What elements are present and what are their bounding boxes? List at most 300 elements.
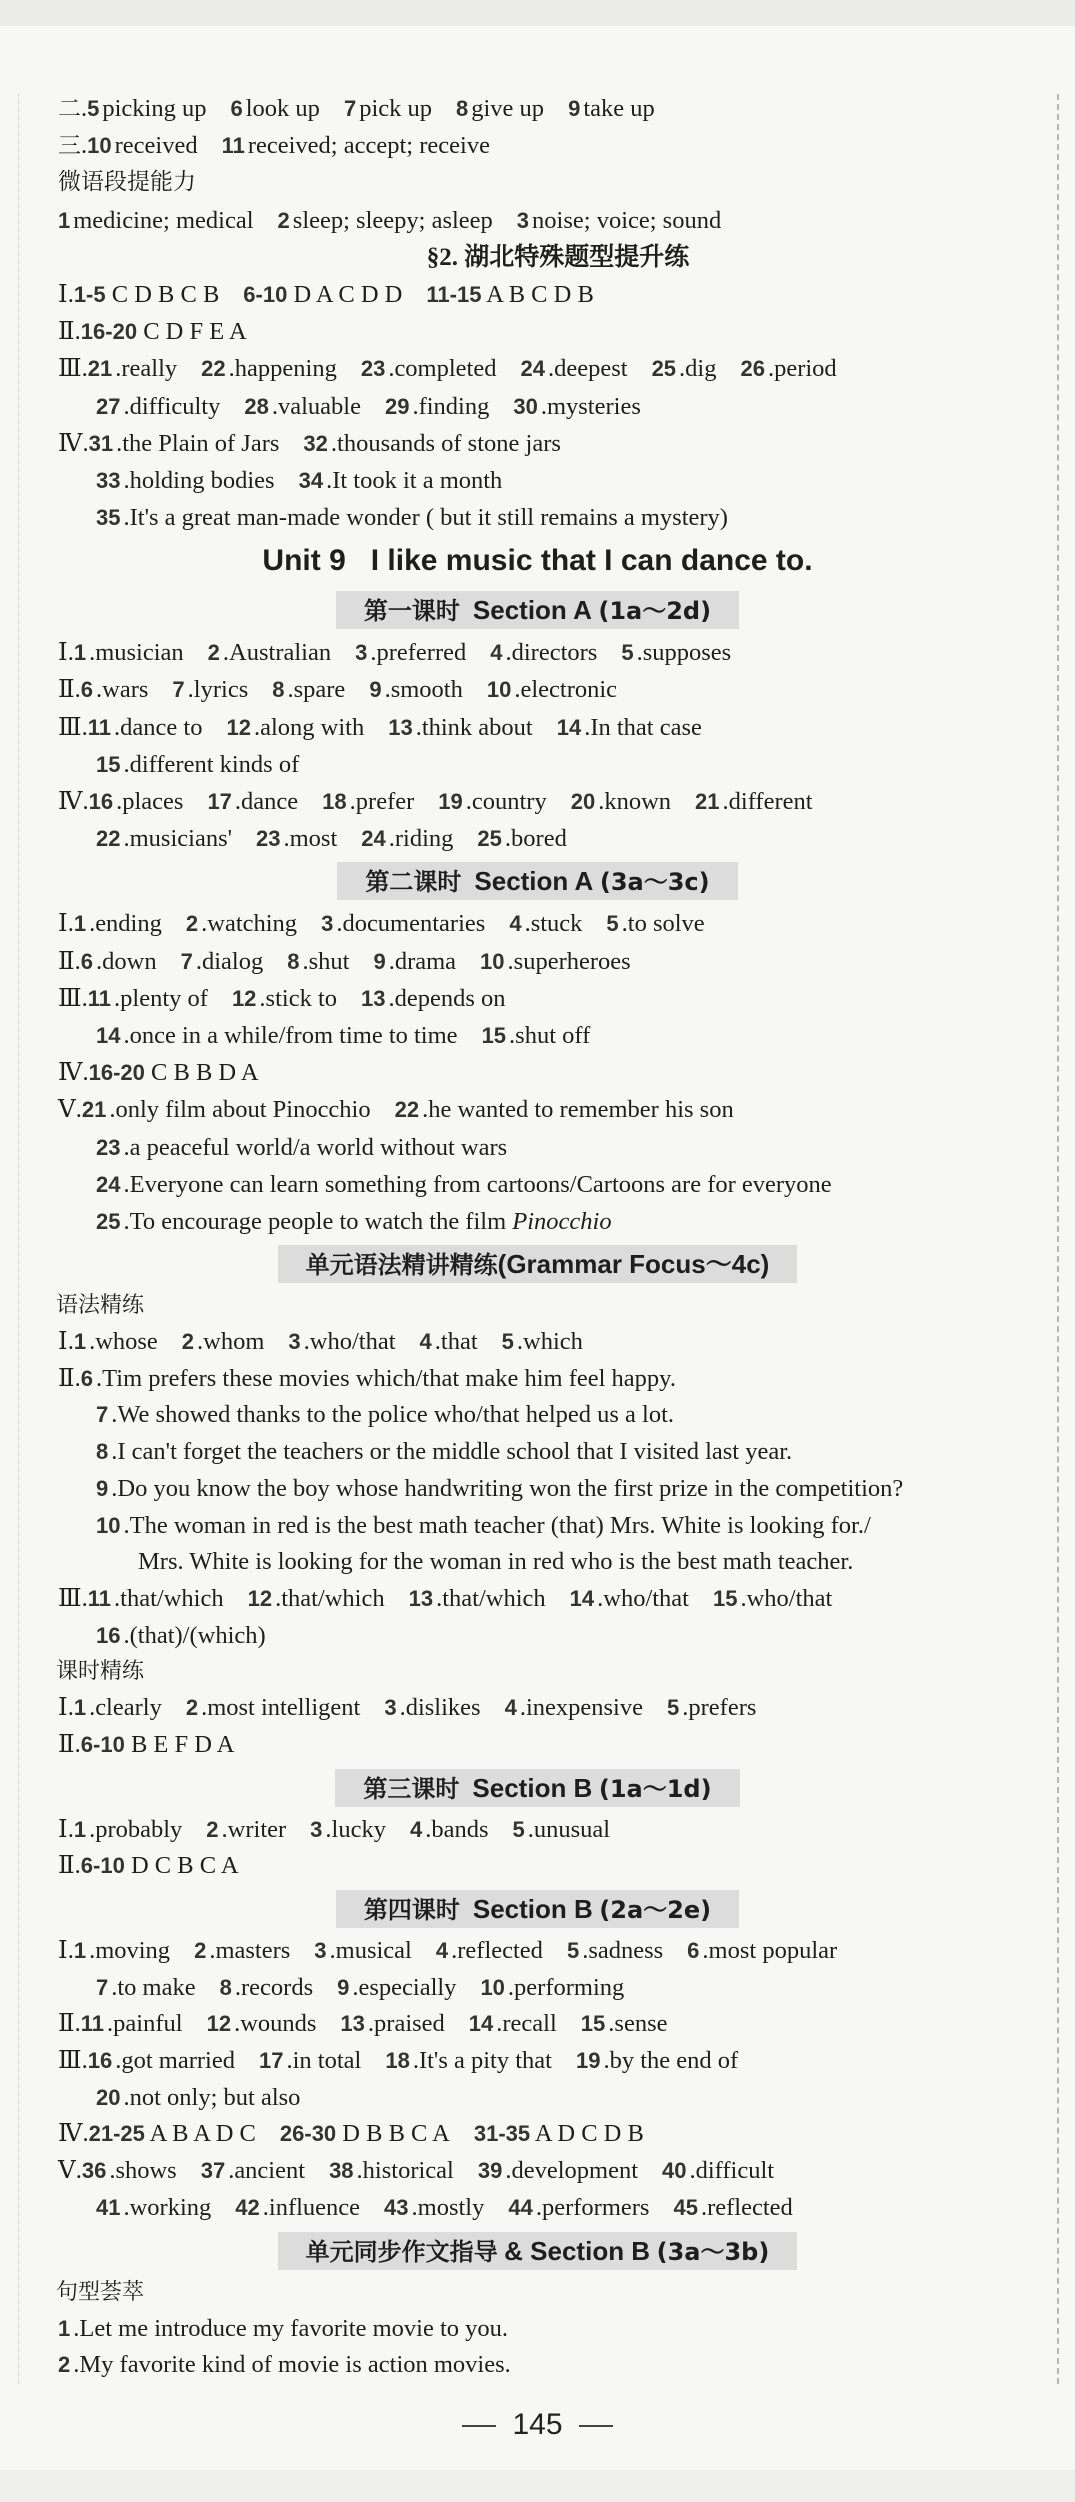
item-number: 28 (244, 393, 269, 419)
part-label: Ⅱ (58, 1730, 75, 1758)
band-range: (2a～2e) (599, 1896, 712, 1924)
answer-text: influence (268, 2193, 361, 2221)
item-number: 1 (73, 1695, 87, 1721)
answer-text: to make (117, 1973, 196, 2001)
band-cn: 第一课时 (363, 597, 460, 626)
answer-line: 14 .once in a while/from time to time 15 .shut off (96, 1021, 591, 1049)
lesson4-heading (0, 1887, 1075, 1931)
answer-text: spare (293, 676, 346, 704)
answer-text: picking up (102, 95, 207, 122)
answer-text: A D C D B (534, 2120, 644, 2148)
answer-text: think about (421, 713, 533, 741)
part-label: Ⅰ (58, 639, 68, 667)
answer-text: development (511, 2157, 638, 2185)
answer-line: 25 .To encourage people to watch the film Pinocchio (96, 1207, 612, 1235)
band-en: (Grammar Focus～4c) (497, 1249, 770, 1280)
part-label: Ⅰ (58, 280, 68, 308)
subheading-lesson-practice: 课时精练 (56, 1659, 145, 1685)
answer-line: 16 .(that)/(which) (96, 1621, 266, 1649)
item-number: 5 (87, 96, 100, 121)
answer-text: received (114, 132, 198, 160)
answer-line: 15 .different kinds of (96, 750, 300, 778)
answer-line: Ⅰ.1 .ending 2 .watching 3 .documentaries 4 .stuck 5 .to solve (58, 910, 705, 938)
answer-line: Ⅳ.16 .places 17 .dance 18 .prefer 19 .country 20 .known 21 .different (58, 788, 813, 815)
item-number: 7 (96, 1974, 109, 2000)
answer-text: smooth (390, 676, 463, 704)
item-number: 42 (235, 2194, 260, 2220)
answer-text: to solve (627, 910, 705, 938)
item-number: 24 (520, 356, 545, 382)
item-number: 8 (272, 677, 285, 703)
answer-text: The woman in red is the best math teacher (that) Mrs. White is looking for./ (129, 1511, 871, 1539)
item-number: 2 (194, 1938, 207, 1963)
answer-line: Ⅲ.11 .plenty of 12 .stick to 13 .depends on (58, 984, 506, 1012)
item-number: 13 (340, 2011, 365, 2037)
answer-text: D A C D D (293, 280, 403, 308)
item-number: 4 (490, 640, 503, 666)
item-range: 16-20 (80, 319, 138, 345)
part-label: Ⅳ (58, 2120, 83, 2148)
answer-text: bored (511, 825, 567, 853)
answer-text: A B C D B (486, 280, 594, 308)
answer-line: Ⅰ.1 .probably 2 .writer 3 .lucky 4 .bands 5 .unusual (58, 1815, 611, 1843)
grammar-heading (0, 1242, 1075, 1286)
answer-text: riding (394, 825, 454, 853)
heading-band (336, 1890, 739, 1928)
page-number-text: 145 (512, 2408, 563, 2441)
answer-text: he wanted to remember his son (428, 1096, 734, 1124)
item-number: 3 (314, 1938, 327, 1963)
item-number: 6 (80, 948, 94, 974)
part-label: Ⅱ (58, 1852, 75, 1880)
item-number: 30 (513, 393, 538, 419)
heading-band (337, 862, 737, 900)
item-number: 8 (456, 96, 469, 121)
item-number: 45 (673, 2194, 698, 2220)
answer-line: 2 .My favorite kind of movie is action movies. (58, 2351, 511, 2379)
item-number: 4 (435, 1938, 449, 1963)
item-number: 6 (687, 1938, 700, 1963)
subheading-weiyu: 微语段提能力 (58, 169, 196, 196)
band-en: Section B (472, 1894, 593, 1924)
item-number: 2 (207, 640, 220, 666)
answer-text: places (122, 788, 184, 815)
item-range: 1-5 (73, 281, 106, 307)
item-number: 20 (96, 2084, 121, 2110)
answer-text: performing (514, 1973, 625, 2001)
answer-line: Ⅱ.6 .Tim prefers these movies which/that make him feel happy. (58, 1364, 676, 1392)
item-range: 11-15 (426, 281, 482, 307)
item-number: 21 (81, 1097, 107, 1123)
part-label: 二 (58, 96, 81, 122)
item-number: 14 (96, 1022, 121, 1048)
part-label: Ⅳ (58, 788, 83, 815)
answer-line: 24 .Everyone can learn something from cartoons/Cartoons are for everyone (96, 1170, 832, 1198)
part-label: Ⅰ (58, 1328, 68, 1356)
item-number: 3 (288, 1329, 301, 1355)
writing-heading (0, 2229, 1075, 2273)
answer-text: Australian (229, 639, 332, 667)
answer-line: Ⅲ.16 .got married 17 .in total 18 .It's a pity that 19 .by the end of (58, 2047, 739, 2075)
item-number: 41 (96, 2194, 121, 2220)
answer-text: by the end of (609, 2047, 739, 2075)
answer-text: My favorite kind of movie is action movies. (79, 2351, 511, 2379)
answer-text: that/which (442, 1584, 546, 1612)
heading-band (336, 591, 739, 629)
part-label: Ⅲ (58, 2047, 82, 2075)
item-number: 8 (287, 948, 300, 974)
answer-text: musical (335, 1937, 412, 1964)
item-number: 23 (96, 1134, 121, 1160)
answer-text: in total (292, 2047, 362, 2075)
answer-text: dislikes (405, 1694, 481, 1722)
answer-text: received; accept; receive (247, 132, 490, 160)
answer-text: who/that (746, 1584, 833, 1612)
answer-text: lyrics (193, 676, 249, 704)
item-number: 12 (206, 2011, 232, 2037)
answer-text: plenty of (120, 984, 208, 1012)
answer-text: B E F D A (130, 1730, 235, 1758)
answer-text: look up (245, 95, 320, 122)
item-number: 4 (409, 1816, 423, 1842)
answer-text: unusual (533, 1815, 611, 1843)
answer-text: moving (95, 1937, 171, 1964)
item-number: 34 (298, 467, 324, 493)
answer-text: superheroes (513, 947, 631, 975)
answer-text: shows (115, 2157, 177, 2185)
band-cn: 单元语法精讲精练 (305, 1251, 498, 1280)
subheading-grammar-practice: 语法精练 (56, 1293, 145, 1319)
answer-text: along with (260, 713, 365, 741)
item-number: 13 (408, 1585, 434, 1611)
answer-text: historical (362, 2157, 454, 2185)
answer-text: country (471, 788, 547, 815)
answer-text: It's a great man-made wonder ( but it still remains a mystery) (129, 504, 728, 532)
answer-line: Ⅱ.6-10 D C B C A (58, 1852, 239, 1880)
item-number: 3 (355, 640, 368, 666)
answer-text: Tim prefers these movies which/that make him feel happy. (102, 1364, 676, 1392)
answer-text: only film about Pinocchio (115, 1096, 371, 1124)
answer-text: inexpensive (525, 1694, 643, 1722)
answer-text: take up (583, 95, 655, 122)
answer-text: noise; voice; sound (532, 206, 722, 234)
answer-text: who/that (309, 1328, 396, 1356)
item-number: 2 (206, 1816, 219, 1842)
item-number: 23 (360, 356, 386, 382)
item-range: 16-20 (88, 1060, 145, 1086)
item-number: 9 (96, 1475, 109, 1501)
answer-text: working (129, 2193, 212, 2221)
answer-text: Do you know the boy whose handwriting won the first prize in the competition? (117, 1474, 904, 1502)
item-number: 1 (73, 1329, 87, 1355)
item-number: 4 (509, 911, 522, 937)
answer-text: We showed thanks to the police who/that helped us a lot. (117, 1401, 675, 1429)
item-number: 4 (504, 1695, 517, 1721)
item-number: 14 (556, 714, 582, 740)
item-number: 6 (80, 1365, 94, 1391)
answer-text: drama (394, 947, 457, 975)
item-number: 4 (419, 1329, 432, 1355)
item-number: 5 (501, 1329, 514, 1355)
item-number: 38 (329, 2158, 354, 2184)
item-number: 10 (486, 677, 512, 703)
item-number: 14 (569, 1585, 595, 1611)
answer-text: who/that (603, 1584, 689, 1612)
lesson3-heading (0, 1766, 1075, 1810)
part-label: Ⅰ (58, 1815, 68, 1843)
answer-text: D C B C A (130, 1852, 239, 1880)
answer-text: that/which (281, 1584, 385, 1612)
item-number: 7 (172, 677, 185, 703)
item-number: 9 (373, 948, 386, 974)
item-number: 1 (73, 1938, 87, 1963)
answer-text: down (102, 947, 157, 975)
answer-text: whose (95, 1328, 158, 1356)
item-number: 11 (221, 133, 245, 159)
answer-text: C D B C B (111, 280, 220, 308)
answer-line: 20 .not only; but also (96, 2083, 301, 2111)
answer-text: especially (358, 1973, 457, 2001)
answer-text: dig (685, 355, 717, 383)
answer-text: deepest (554, 355, 628, 383)
answer-text: that (440, 1328, 478, 1356)
item-number: 1 (58, 207, 71, 233)
bottom-shade (0, 2470, 1075, 2502)
answer-text: documentaries (342, 910, 486, 938)
page-number (0, 2408, 1075, 2442)
part-label: Ⅱ (58, 318, 75, 346)
answer-line: Ⅱ.6 .down 7 .dialog 8 .shut 9 .drama 10 .superheroes (58, 947, 631, 975)
dash-right (579, 2425, 613, 2427)
part-label: Ⅰ (58, 1694, 68, 1722)
answer-line: 23 .a peaceful world/a world without wars (96, 1133, 508, 1161)
item-number: 13 (361, 985, 386, 1011)
band-en: Section A (472, 595, 592, 626)
part-label: Ⅲ (58, 984, 82, 1012)
part-label: Ⅲ (58, 1584, 82, 1612)
answer-text: prefers (688, 1694, 757, 1722)
band-cn: 第三课时 (363, 1774, 460, 1803)
answer-text: prefer (355, 788, 415, 815)
item-number: 15 (96, 751, 121, 777)
item-number: 18 (385, 2048, 410, 2074)
item-number: 11 (87, 714, 112, 740)
band-en: Section A (474, 866, 594, 897)
answer-text: (that)/(which) (129, 1621, 266, 1649)
item-number: 12 (247, 1585, 273, 1611)
item-number: 40 (662, 2158, 687, 2184)
answer-line: Ⅱ.16-20 C D F E A (58, 318, 247, 346)
lesson2-heading (0, 859, 1075, 903)
answer-text: painful (113, 2010, 183, 2038)
item-range: 6-10 (80, 1731, 125, 1757)
answer-text: not only; but also (129, 2083, 301, 2111)
item-range: 6-10 (80, 1853, 125, 1879)
answer-text: mysteries (546, 392, 641, 420)
answer-line: 1 .Let me introduce my favorite movie to you. (58, 2314, 509, 2342)
answer-text: difficult (695, 2157, 775, 2185)
answer-text: Let me introduce my favorite movie to you. (79, 2314, 509, 2342)
part-label: Ⅴ (58, 2157, 76, 2185)
answer-line: 33 .holding bodies 34 .It took it a month (96, 466, 503, 494)
answer-text: I can't forget the teachers or the middle school that I visited last year. (117, 1438, 793, 1466)
answer-text: masters (215, 1937, 291, 1964)
answer-text: dance to (120, 713, 203, 741)
answer-text: stuck (530, 910, 583, 938)
answer-text: really (121, 355, 178, 383)
answer-text: depends on (394, 984, 506, 1012)
item-number: 15 (713, 1585, 738, 1611)
item-number: 7 (343, 96, 357, 121)
answer-text: Mrs. White is looking for the woman in red who is the best math teacher. (138, 1548, 854, 1576)
part-label: Ⅴ (58, 1096, 76, 1124)
part-label: Ⅳ (58, 1059, 83, 1087)
answer-text: It's a pity that (418, 2047, 552, 2075)
unit-title: Unit 9 I like music that I can dance to. (262, 544, 813, 578)
item-number: 31 (88, 430, 114, 456)
answer-text: known (604, 788, 672, 815)
answer-line: Ⅳ.31 .the Plain of Jars 32 .thousands of stone jars (58, 429, 561, 457)
answer-line: 8 .I can't forget the teachers or the middle school that I visited last year. (96, 1438, 793, 1466)
item-number: 16 (87, 2048, 113, 2074)
dash-left (462, 2425, 496, 2427)
answer-text: different kinds of (129, 750, 300, 778)
part-label: Ⅱ (58, 947, 75, 975)
item-number: 2 (58, 2352, 71, 2378)
section-heading-hubei: §2. 湖北特殊题型提升练 (426, 243, 690, 271)
answer-text: most popular (708, 1937, 838, 1964)
item-number: 17 (259, 2048, 284, 2074)
answer-text: sense (614, 2010, 668, 2038)
item-number: 6 (80, 677, 94, 703)
part-label: Ⅱ (58, 1364, 75, 1392)
item-number: 7 (180, 948, 193, 974)
item-number: 44 (508, 2194, 533, 2220)
answer-text: difficulty (129, 392, 221, 420)
answer-text: writer (227, 1815, 287, 1843)
answer-text: got married (121, 2047, 235, 2075)
answer-text: a peaceful world/a world without wars (129, 1133, 508, 1161)
item-number: 7 (96, 1402, 109, 1428)
separator: . (81, 132, 88, 160)
answer-line: 9 .Do you know the boy whose handwriting won the first prize in the competition? (96, 1474, 904, 1502)
item-number: 17 (207, 789, 232, 814)
item-number: 29 (384, 393, 410, 419)
item-number: 27 (96, 393, 121, 419)
answer-text: preferred (376, 639, 467, 667)
item-number: 3 (321, 911, 334, 937)
answer-line: Ⅰ.1 .moving 2 .masters 3 .musical 4 .reflected 5 .sadness 6 .most popular (58, 1937, 838, 1964)
item-number: 22 (201, 356, 226, 382)
answer-line: 10 .The woman in red is the best math teacher (that) Mrs. White is looking for./ (96, 1511, 871, 1539)
answer-line (58, 202, 1058, 239)
answer-text: valuable (277, 392, 361, 420)
answer-text: D B B C A (342, 2120, 450, 2148)
answer-text: ending (95, 910, 162, 938)
answer-text: dance (241, 788, 299, 815)
item-number: 18 (322, 789, 347, 814)
answer-text: sleep; sleepy; asleep (292, 206, 493, 234)
answer-line: Ⅱ.6 .wars 7 .lyrics 8 .spare 9 .smooth 10 .electronic (58, 676, 618, 704)
item-number: 15 (580, 2011, 606, 2037)
answer-text: Everyone can learn something from cartoons/Cartoons are for everyone (129, 1170, 832, 1198)
answer-line: 27 .difficulty 28 .valuable 29 .finding 30 .mysteries (96, 392, 641, 420)
answer-text: In that case (590, 713, 702, 741)
answer-line: Ⅲ.21 .really 22 .happening 23 .completed 24 .deepest 25 .dig 26 .period (58, 355, 837, 383)
band-range: (3a～3b) (656, 2237, 770, 2266)
item-number: 25 (477, 826, 502, 852)
band-range: (1a～1d) (598, 1774, 712, 1803)
item-number: 2 (277, 207, 290, 233)
answer-line: 7 .We showed thanks to the police who/that helped us a lot. (96, 1401, 675, 1429)
answer-text: musician (95, 639, 184, 667)
item-number: 21 (695, 789, 720, 814)
answer-text: holding bodies (129, 466, 275, 494)
item-number: 2 (185, 1695, 199, 1721)
answer-text: C B B D A (151, 1059, 259, 1087)
answer-line: Ⅰ.1 .musician 2 .Australian 3 .preferred 4 .directors 5 .supposes (58, 639, 732, 667)
item-number: 5 (512, 1816, 525, 1842)
lesson1-heading (0, 588, 1075, 632)
heading-band (278, 1245, 798, 1283)
answer-text: reflected (707, 2193, 793, 2221)
item-number: 5 (606, 911, 619, 937)
item-number: 9 (568, 96, 581, 121)
item-number: 1 (73, 640, 87, 666)
item-number: 26 (740, 356, 765, 382)
content (58, 90, 1058, 2384)
item-number: 10 (96, 1512, 121, 1538)
part-label: 三 (58, 133, 81, 160)
answer-text: A B A D C (149, 2120, 256, 2148)
item-number: 2 (185, 911, 199, 937)
item-number: 25 (651, 356, 677, 382)
item-number: 11 (87, 985, 112, 1011)
answer-line: Ⅱ.6-10 B E F D A (58, 1730, 235, 1758)
item-number: 10 (480, 948, 505, 974)
answer-text: musicians' (129, 825, 233, 853)
answer-text: shut (308, 947, 350, 975)
item-number: 19 (575, 2048, 601, 2074)
item-number: 3 (516, 207, 530, 233)
answer-text: most intelligent (207, 1694, 361, 1722)
answer-line: Ⅰ.1 .whose 2 .whom 3 .who/that 4 .that 5 .which (58, 1328, 583, 1356)
item-number: 24 (96, 1171, 121, 1197)
item-number: 10 (480, 1974, 505, 2000)
answer-text: shut off (515, 1021, 591, 1049)
item-number: 8 (219, 1974, 232, 2000)
answer-text: C D F E A (143, 318, 247, 346)
answer-line: Ⅳ.16-20 C B B D A (58, 1059, 259, 1087)
heading-band (335, 1769, 739, 1807)
answer-text: mostly (417, 2193, 485, 2221)
answer-line: Ⅳ.21-25 A B A D C 26-30 D B B C A 31-35 A D C D B (58, 2120, 644, 2148)
answer-text: medicine; medical (73, 206, 254, 234)
part-label: Ⅱ (58, 2010, 75, 2038)
item-number: 36 (81, 2158, 107, 2184)
item-number: 37 (200, 2158, 226, 2184)
item-number: 12 (226, 714, 251, 740)
answer-line: Ⅲ.11 .dance to 12 .along with 13 .think about 14 .In that case (58, 713, 702, 741)
item-number: 25 (96, 1208, 121, 1234)
item-number: 13 (388, 714, 413, 740)
answer-text: watching (207, 910, 298, 938)
answer-line: 41 .working 42 .influence 43 .mostly 44 .performers 45 .reflected (96, 2193, 793, 2221)
answer-text: It took it a month (332, 466, 503, 494)
part-label: Ⅰ (58, 910, 68, 938)
answer-text: lucky (331, 1815, 386, 1843)
answer-line: Ⅱ.11 .painful 12 .wounds 13 .praised 14 .recall 15 .sense (58, 2010, 668, 2038)
